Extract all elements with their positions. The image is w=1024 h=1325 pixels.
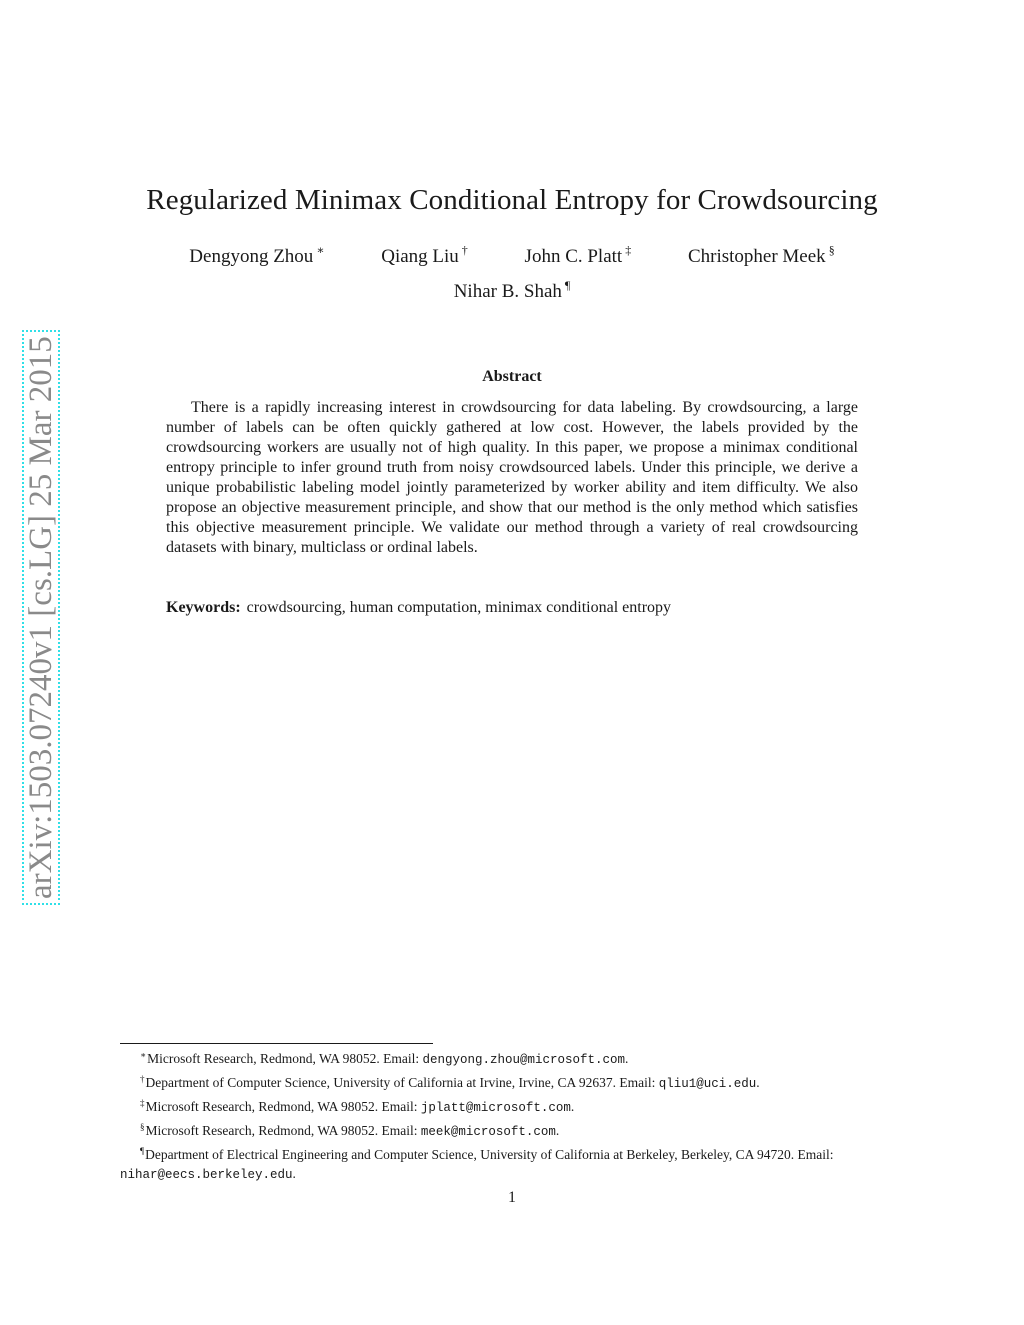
author-name: John C. Platt ‡	[524, 243, 632, 267]
footnote-mark: †	[461, 243, 468, 257]
email-link[interactable]: jplatt@microsoft.com	[420, 1101, 571, 1115]
footnote: ¶Department of Electrical Engineering and Computer Science, University of California at Berkeley, Berkeley, CA 94720. Email: nihar@eecs.berkeley.edu.	[120, 1146, 834, 1182]
email-link[interactable]: meek@microsoft.com	[420, 1125, 556, 1139]
paper-title: Regularized Minimax Conditional Entropy for Crowdsourcing	[146, 184, 878, 216]
arxiv-identifier-stamp[interactable]: arXiv:1503.07240v1 [cs.LG] 25 Mar 2015	[22, 330, 60, 905]
abstract-body: There is a rapidly increasing interest in crowdsourcing for data labeling. By crowdsourcing, a large number of labels can be often quickly gathered at low cost. However, the labels provided by the crowdsourcing workers are usually not of high quality. In this paper, we propose a minimax conditional entropy principle to infer ground truth from noisy crowdsourced labels. Under this principle, we derive a unique probabilistic labeling model jointly parameterized by worker ability and item difficulty. We also propose an objective measurement principle, and show that our method is the only method which satisfies this objective measurement principle. We validate our method through a variety of real crowdsourcing datasets with binary, multiclass or ordinal labels.	[166, 399, 858, 556]
email-link[interactable]: dengyong.zhou@microsoft.com	[422, 1053, 626, 1067]
author-name: Dengyong Zhou ∗	[189, 243, 325, 267]
footnote-mark: ‡	[625, 243, 632, 257]
keywords-text: crowdsourcing, human computation, minimax conditional entropy	[246, 599, 672, 616]
footnote-mark: §	[828, 243, 835, 257]
footnotes	[120, 1046, 910, 1185]
author-name: Nihar B. Shah ¶	[453, 278, 571, 302]
footnote: †Department of Computer Science, University of California at Irvine, Irvine, CA 92637. Email: qliu1@uci.edu.	[140, 1074, 760, 1091]
footnote-mark: ∗	[316, 243, 325, 257]
abstract-heading: Abstract	[482, 368, 542, 385]
author-list	[0, 243, 1024, 268]
footnote: §Microsoft Research, Redmond, WA 98052. Email: meek@microsoft.com.	[140, 1122, 560, 1139]
footnote-mark: ¶	[564, 278, 571, 292]
page-number: 1	[508, 1189, 516, 1206]
email-link[interactable]: qliu1@uci.edu	[658, 1077, 757, 1091]
author-name: Qiang Liu †	[381, 243, 468, 267]
keywords	[166, 598, 858, 618]
footnote-divider	[120, 1043, 433, 1044]
keywords-label: Keywords:	[166, 599, 241, 616]
footnote: ‡Microsoft Research, Redmond, WA 98052. Email: jplatt@microsoft.com.	[140, 1098, 575, 1115]
footnote: ∗Microsoft Research, Redmond, WA 98052. Email: dengyong.zhou@microsoft.com.	[140, 1050, 629, 1067]
email-link[interactable]: nihar@eecs.berkeley.edu	[120, 1168, 293, 1182]
author-name: Christopher Meek §	[687, 243, 835, 267]
author-list-second-row	[0, 278, 1024, 303]
